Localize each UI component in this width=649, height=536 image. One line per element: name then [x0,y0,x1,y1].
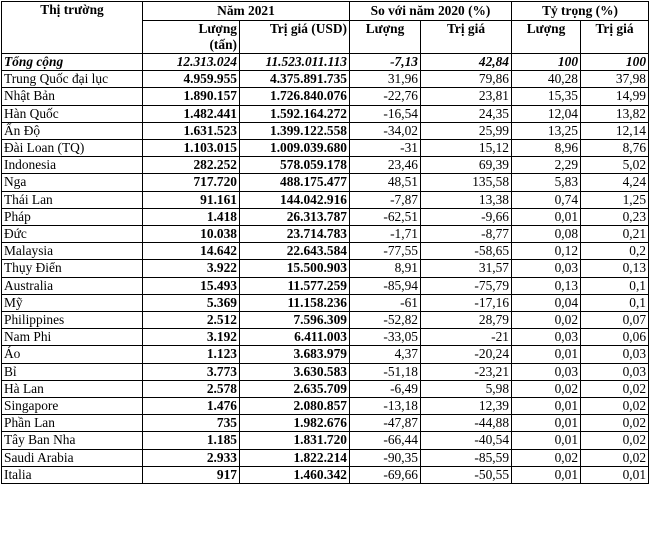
chg-qty-cell: 23,46 [350,157,421,174]
value-cell: 578.059.178 [240,157,350,174]
market-name: Thụy Điển [2,260,143,277]
market-name: Singapore [2,398,143,415]
chg-value-cell: -44,88 [421,415,512,432]
table-row [2,277,649,294]
chg-value-cell: -23,21 [421,363,512,380]
share-qty-cell: 0,02 [512,380,581,397]
value-cell: 11.158.236 [240,294,350,311]
value-cell: 1.831.720 [240,432,350,449]
chg-qty-cell: -7,87 [350,191,421,208]
chg-qty-cell: -47,87 [350,415,421,432]
share-qty-cell: 0,74 [512,191,581,208]
share-qty-cell: 0,08 [512,226,581,243]
qty-cell: 1.476 [143,398,240,415]
chg-value-cell: -58,65 [421,243,512,260]
total-share-qty: 100 [512,54,581,71]
chg-qty-cell: -66,44 [350,432,421,449]
header-share: Tỷ trọng (%) [512,2,649,21]
chg-qty-cell: -52,82 [350,312,421,329]
table-row [2,191,649,208]
value-cell: 144.042.916 [240,191,350,208]
table-row [2,346,649,363]
table-row [2,294,649,311]
market-name: Thái Lan [2,191,143,208]
chg-qty-cell: -34,02 [350,122,421,139]
qty-cell: 3.773 [143,363,240,380]
value-cell: 1.982.676 [240,415,350,432]
share-value-cell: 0,06 [581,329,649,346]
value-cell: 3.630.583 [240,363,350,380]
value-cell: 2.080.857 [240,398,350,415]
share-value-cell: 4,24 [581,174,649,191]
chg-qty-cell: -62,51 [350,208,421,225]
qty-cell: 3.922 [143,260,240,277]
qty-cell: 1.418 [143,208,240,225]
table-row [2,415,649,432]
chg-value-cell: -21 [421,329,512,346]
header-value-usd: Trị giá (USD) [240,21,350,54]
value-cell: 2.635.709 [240,380,350,397]
market-name: Phần Lan [2,415,143,432]
qty-cell: 917 [143,466,240,483]
value-cell: 488.175.477 [240,174,350,191]
total-share-value: 100 [581,54,649,71]
chg-value-cell: -20,24 [421,346,512,363]
header-share-qty: Lượng [512,21,581,54]
market-name: Hàn Quốc [2,105,143,122]
table-row [2,432,649,449]
header-vs-2020: So với năm 2020 (%) [350,2,512,21]
total-row [2,54,649,71]
market-name: Mỹ [2,294,143,311]
qty-cell: 91.161 [143,191,240,208]
chg-value-cell: 28,79 [421,312,512,329]
share-qty-cell: 0,02 [512,312,581,329]
chg-qty-cell: -90,35 [350,449,421,466]
share-qty-cell: 0,01 [512,346,581,363]
share-qty-cell: 0,03 [512,363,581,380]
qty-cell: 2.512 [143,312,240,329]
share-value-cell: 5,02 [581,157,649,174]
chg-qty-cell: -51,18 [350,363,421,380]
chg-qty-cell: -16,54 [350,105,421,122]
market-name: Nhật Bản [2,88,143,105]
table-row [2,174,649,191]
market-name: Ấn Độ [2,122,143,139]
qty-cell: 1.890.157 [143,88,240,105]
value-cell: 1.460.342 [240,466,350,483]
share-value-cell: 0,01 [581,466,649,483]
table-row [2,329,649,346]
share-value-cell: 0,02 [581,415,649,432]
chg-qty-cell: -85,94 [350,277,421,294]
market-name: Đài Loan (TQ) [2,140,143,157]
market-name: Indonesia [2,157,143,174]
chg-qty-cell: 8,91 [350,260,421,277]
value-cell: 4.375.891.735 [240,71,350,88]
market-name: Australia [2,277,143,294]
market-name: Áo [2,346,143,363]
share-value-cell: 12,14 [581,122,649,139]
table-row [2,122,649,139]
table-row [2,226,649,243]
chg-qty-cell: -31 [350,140,421,157]
value-cell: 7.596.309 [240,312,350,329]
qty-cell: 5.369 [143,294,240,311]
share-qty-cell: 0,03 [512,329,581,346]
chg-qty-cell: -22,76 [350,88,421,105]
table-row [2,260,649,277]
share-qty-cell: 0,01 [512,432,581,449]
total-value: 11.523.011.113 [240,54,350,71]
chg-qty-cell: -61 [350,294,421,311]
header-chg-qty: Lượng [350,21,421,54]
share-qty-cell: 5,83 [512,174,581,191]
qty-cell: 1.631.523 [143,122,240,139]
share-value-cell: 8,76 [581,140,649,157]
qty-cell: 15.493 [143,277,240,294]
header-qty-line1: Lượng [198,21,237,36]
share-qty-cell: 0,12 [512,243,581,260]
share-value-cell: 0,03 [581,346,649,363]
value-cell: 23.714.783 [240,226,350,243]
share-qty-cell: 0,13 [512,277,581,294]
value-cell: 22.643.584 [240,243,350,260]
qty-cell: 717.720 [143,174,240,191]
share-qty-cell: 40,28 [512,71,581,88]
table-row [2,380,649,397]
chg-value-cell: -17,16 [421,294,512,311]
chg-value-cell: 135,58 [421,174,512,191]
share-value-cell: 0,02 [581,398,649,415]
total-name: Tổng cộng [2,54,143,71]
share-qty-cell: 0,01 [512,398,581,415]
market-name: Nga [2,174,143,191]
table-row [2,208,649,225]
market-name: Đức [2,226,143,243]
qty-cell: 1.185 [143,432,240,449]
share-qty-cell: 0,01 [512,208,581,225]
share-value-cell: 0,03 [581,363,649,380]
chg-value-cell: 79,86 [421,71,512,88]
value-cell: 11.577.259 [240,277,350,294]
chg-value-cell: -8,77 [421,226,512,243]
market-table [1,1,649,484]
table-row [2,140,649,157]
chg-value-cell: 13,38 [421,191,512,208]
share-value-cell: 1,25 [581,191,649,208]
value-cell: 1.822.214 [240,449,350,466]
total-chg-qty: -7,13 [350,54,421,71]
share-qty-cell: 8,96 [512,140,581,157]
share-value-cell: 0,02 [581,380,649,397]
share-qty-cell: 0,04 [512,294,581,311]
chg-qty-cell: -6,49 [350,380,421,397]
share-value-cell: 0,13 [581,260,649,277]
qty-cell: 2.578 [143,380,240,397]
share-qty-cell: 13,25 [512,122,581,139]
chg-qty-cell: -77,55 [350,243,421,260]
share-value-cell: 14,99 [581,88,649,105]
value-cell: 1.009.039.680 [240,140,350,157]
share-qty-cell: 0,01 [512,466,581,483]
table-row [2,363,649,380]
table-row [2,398,649,415]
total-chg-value: 42,84 [421,54,512,71]
qty-cell: 1.123 [143,346,240,363]
chg-value-cell: 25,99 [421,122,512,139]
header-qty-tonnes [143,21,240,54]
share-qty-cell: 0,03 [512,260,581,277]
share-value-cell: 0,1 [581,277,649,294]
qty-cell: 282.252 [143,157,240,174]
qty-cell: 10.038 [143,226,240,243]
market-name: Hà Lan [2,380,143,397]
qty-cell: 1.103.015 [143,140,240,157]
chg-qty-cell: 48,51 [350,174,421,191]
chg-value-cell: 69,39 [421,157,512,174]
share-qty-cell: 12,04 [512,105,581,122]
chg-value-cell: 31,57 [421,260,512,277]
market-name: Nam Phi [2,329,143,346]
total-qty: 12.313.024 [143,54,240,71]
chg-qty-cell: 4,37 [350,346,421,363]
market-name: Malaysia [2,243,143,260]
share-value-cell: 0,02 [581,432,649,449]
header-market: Thị trường [2,2,143,54]
value-cell: 15.500.903 [240,260,350,277]
chg-value-cell: -50,55 [421,466,512,483]
qty-cell: 2.933 [143,449,240,466]
table-row [2,312,649,329]
chg-value-cell: -40,54 [421,432,512,449]
share-qty-cell: 15,35 [512,88,581,105]
share-value-cell: 0,02 [581,449,649,466]
share-value-cell: 0,07 [581,312,649,329]
share-value-cell: 37,98 [581,71,649,88]
value-cell: 3.683.979 [240,346,350,363]
market-name: Trung Quốc đại lục [2,71,143,88]
market-name: Pháp [2,208,143,225]
value-cell: 6.411.003 [240,329,350,346]
share-qty-cell: 0,02 [512,449,581,466]
value-cell: 1.592.164.272 [240,105,350,122]
header-share-value: Trị giá [581,21,649,54]
share-value-cell: 13,82 [581,105,649,122]
chg-qty-cell: -1,71 [350,226,421,243]
table-row [2,105,649,122]
market-name: Italia [2,466,143,483]
table-row [2,71,649,88]
share-qty-cell: 2,29 [512,157,581,174]
chg-value-cell: 24,35 [421,105,512,122]
chg-value-cell: -75,79 [421,277,512,294]
share-value-cell: 0,23 [581,208,649,225]
table-row [2,243,649,260]
share-value-cell: 0,1 [581,294,649,311]
chg-value-cell: -9,66 [421,208,512,225]
qty-cell: 735 [143,415,240,432]
table-row [2,88,649,105]
chg-value-cell: 5,98 [421,380,512,397]
header-chg-value: Trị giá [421,21,512,54]
market-name: Bỉ [2,363,143,380]
chg-qty-cell: 31,96 [350,71,421,88]
qty-cell: 3.192 [143,329,240,346]
market-name: Tây Ban Nha [2,432,143,449]
share-value-cell: 0,21 [581,226,649,243]
chg-qty-cell: -69,66 [350,466,421,483]
market-name: Philippines [2,312,143,329]
chg-value-cell: 15,12 [421,140,512,157]
chg-value-cell: 12,39 [421,398,512,415]
market-name: Saudi Arabia [2,449,143,466]
share-qty-cell: 0,01 [512,415,581,432]
qty-cell: 1.482.441 [143,105,240,122]
qty-cell: 14.642 [143,243,240,260]
header-qty-line2: (tấn) [209,37,237,52]
value-cell: 26.313.787 [240,208,350,225]
chg-value-cell: -85,59 [421,449,512,466]
value-cell: 1.726.840.076 [240,88,350,105]
chg-qty-cell: -13,18 [350,398,421,415]
qty-cell: 4.959.955 [143,71,240,88]
table-row [2,466,649,483]
chg-qty-cell: -33,05 [350,329,421,346]
chg-value-cell: 23,81 [421,88,512,105]
value-cell: 1.399.122.558 [240,122,350,139]
share-value-cell: 0,2 [581,243,649,260]
table-row [2,449,649,466]
header-year-2021: Năm 2021 [143,2,350,21]
table-row [2,157,649,174]
